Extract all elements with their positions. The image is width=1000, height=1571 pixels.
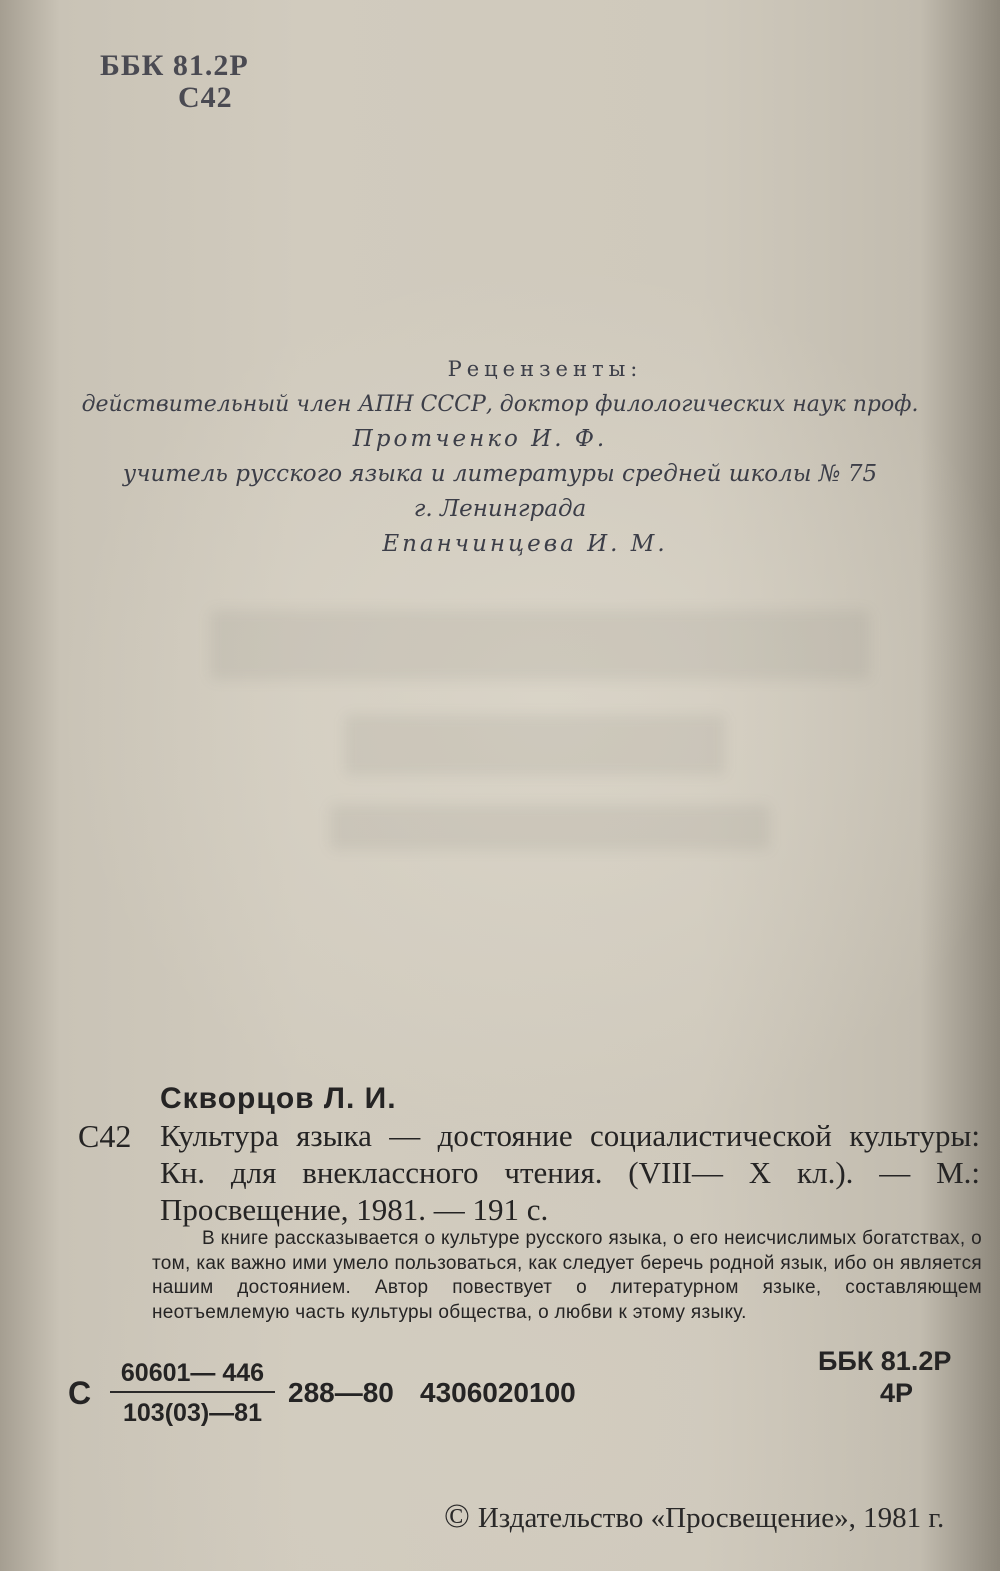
card-bbk [818, 1345, 951, 1409]
card-abstract: В книге рассказывается о культуре русского языка, о его неисчислимых богатствах, о том, как важно ими умело пользоваться, как следует беречь родной язык, ибо он является нашим достоянием. Автор повествует о литературном языке, составляющем неотъемлемую часть культуры общества, о любви к этому языку. [152, 1228, 982, 1323]
reviewer-name: Епанчинцева И. М. [382, 531, 668, 557]
copyright-icon: © [444, 1498, 470, 1535]
index-code: 288—80 [288, 1377, 394, 1408]
card-author-mark: С42 [78, 1118, 132, 1154]
copyright-line [444, 1498, 944, 1536]
author-mark: С42 [178, 81, 233, 114]
copyright-text: Издательство «Просвещение», 1981 г. [477, 1502, 945, 1534]
index-fraction [110, 1358, 275, 1428]
index-long-code: 4306020100 [420, 1377, 576, 1408]
reviewer-name: Протченко И. Ф. [352, 426, 608, 452]
index-letter: С [68, 1375, 92, 1411]
reviewer-line: действительный член АПН СССР, доктор филологических наук проф. [81, 392, 919, 417]
card-bbk-line1: ББК 81.2Р [818, 1346, 952, 1376]
reviewers-heading: Рецензенты: [447, 357, 643, 381]
reviewer-line: учитель русского языка и литературы средней школы № 75 [122, 461, 878, 487]
reviewer-line: г. Ленинграда [413, 496, 587, 522]
index-denominator: 103(03)—81 [123, 1399, 262, 1427]
bbk-code: ББК 81.2Р [100, 49, 249, 82]
card-author: Скворцов Л. И. [160, 1082, 397, 1115]
index-numerator: 60601— 446 [110, 1358, 275, 1393]
card-title: Культура языка — достояние социалистической культуры: Кн. для внеклассного чтения. (VIII— Х кл.). — М.: Просвещение, 1981. — 191 с. [160, 1118, 980, 1227]
card-bbk-line2: 4Р [880, 1378, 914, 1408]
